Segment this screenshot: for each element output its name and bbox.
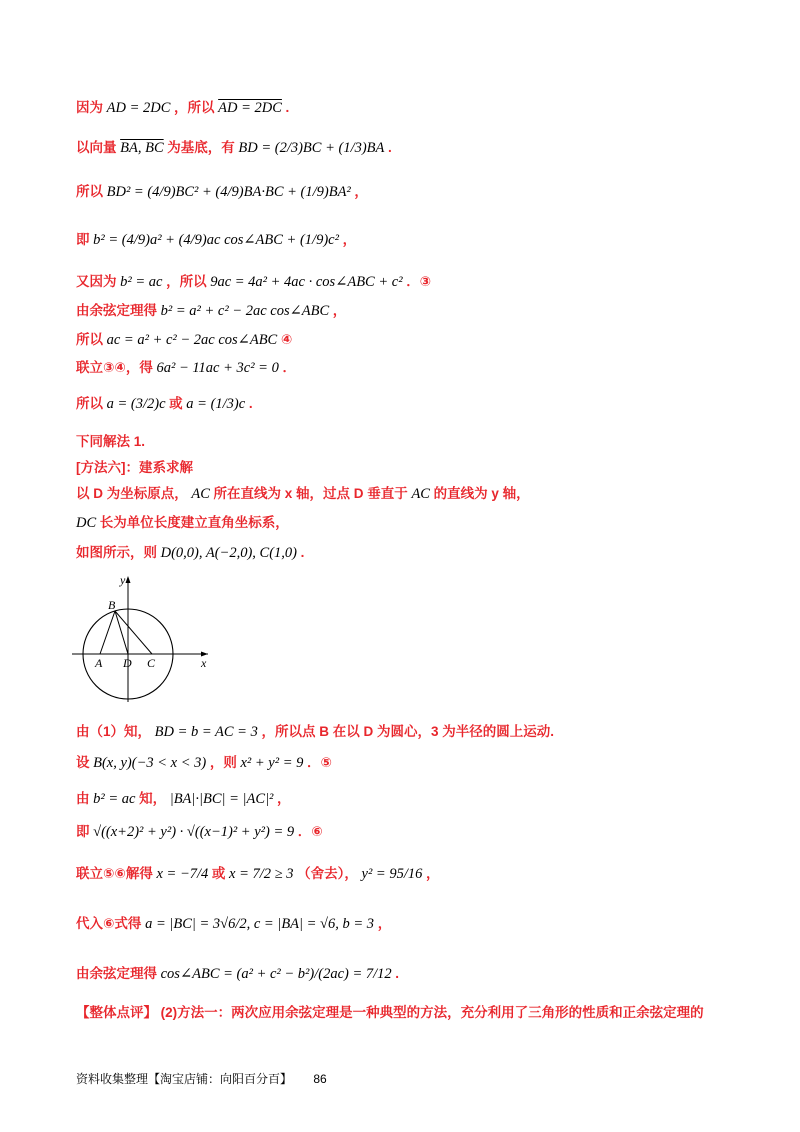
line-21: 由余弦定理得 cos∠ABC = (a² + c² − b²)/(2ac) = 7/12 . [76, 966, 400, 982]
coordinate-figure [70, 572, 220, 707]
line-19: 联立⑤⑥解得 x = −7/4 或 x = 7/2 ≥ 3 （舍去）， y² = 95/16 ， [76, 866, 440, 882]
line-4: 即 b² = (4/9)a² + (4/9)ac cos∠ABC + (1/9)c² ， [76, 232, 357, 248]
line-10: 下同解法 1. [76, 434, 146, 449]
footer-text: 资料收集整理【淘宝店铺：向阳百分百】 [76, 1072, 293, 1086]
line-22: 【整体点评】 (2)方法一：两次应用余弦定理是一种典型的方法，充分利用了三角形的性质和正余弦定理的 [76, 1005, 704, 1020]
segment-BD [115, 611, 128, 654]
segment-BC [115, 611, 152, 654]
line-13: DC 长为单位长度建立直角坐标系， [76, 515, 289, 531]
line-16: 设 B(x, y)(−3 < x < 3) ，则 x² + y² = 9 ．⑤ [76, 755, 332, 771]
line-18: 即 √((x+2)² + y²) · √((x−1)² + y²) = 9 ．⑥ [76, 824, 323, 840]
line-11: [方法六]：建系求解 [76, 460, 193, 475]
line-2: 以向量 BA, BC 为基底，有 BD = (2/3)BC + (1/3)BA . [76, 140, 392, 156]
line-1: 因为 AD = 2DC ，所以 AD = 2DC . [76, 100, 290, 116]
line-6: 由余弦定理得 b² = a² + c² − 2ac cos∠ABC ， [76, 303, 347, 319]
line-3: 所以 BD² = (4/9)BC² + (4/9)BA·BC + (1/9)BA² ， [76, 184, 368, 200]
line-15: 由（1）知， BD = b = AC = 3 ，所以点 B 在以 D 为圆心，3 为半径的圆上运动. [76, 724, 554, 740]
label-B: B [108, 598, 116, 612]
line-14: 如图所示，则 D(0,0), A(−2,0), C(1,0) . [76, 545, 305, 561]
line-20: 代入⑥式得 a = |BC| = 3√6/2, c = |BA| = √6, b = 3 ， [76, 916, 392, 932]
line-9: 所以 a = (3/2)c 或 a = (1/3)c . [76, 396, 253, 412]
line-17: 由 b² = ac 知， |BA|·|BC| = |AC|² ， [76, 791, 291, 807]
label-D: D [123, 656, 132, 670]
line-8: 联立③④，得 6a² − 11ac + 3c² = 0 ． [76, 360, 296, 376]
label-C: C [147, 656, 156, 670]
label-x: x [201, 656, 207, 670]
line-12: 以 D 为坐标原点， AC 所在直线为 x 轴，过点 D 垂直于 AC 的直线为 y 轴， [76, 486, 530, 502]
page-number: 86 [313, 1072, 327, 1086]
line-7: 所以 ac = a² + c² − 2ac cos∠ABC ④ [76, 332, 293, 348]
page-footer [76, 1070, 327, 1087]
label-A: A [95, 656, 103, 670]
y-axis-arrow [126, 576, 131, 583]
line-5: 又因为 b² = ac ，所以 9ac = 4a² + 4ac · cos∠ABC + c² ．③ [76, 274, 432, 290]
label-y: y [120, 573, 126, 587]
